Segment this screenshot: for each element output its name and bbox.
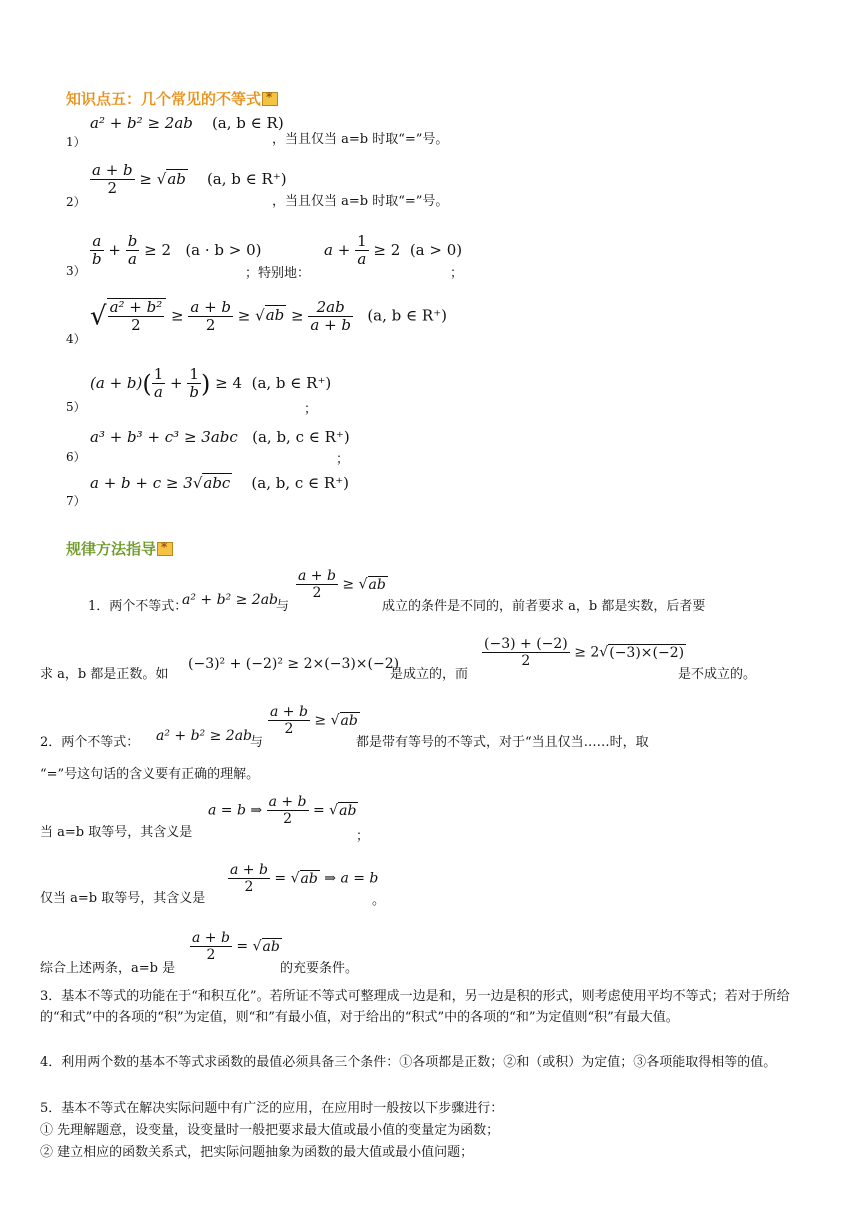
method-paragraph-4: 4．利用两个数的基本不等式求函数的最值必须具备三个条件：①各项都是正数；②和（或积）为定值；③各项能取得相等的值。 xyxy=(40,1055,777,1070)
item-number-3: 3） xyxy=(66,264,86,278)
method-3-text: 当 a=b 取等号，其含义是 xyxy=(40,825,193,840)
item-note-1: ，当且仅当 a=b 时取“=”号。 xyxy=(272,132,449,147)
method-2-intro: 2．两个不等式： xyxy=(40,735,140,750)
method-5-text-2: 的充要条件。 xyxy=(280,961,359,976)
method-1-intro: 1．两个不等式： xyxy=(88,599,188,614)
item-number-7: 7） xyxy=(66,494,86,508)
section-title-common-inequalities: 知识点五：几个常见的不等式* xyxy=(66,88,278,109)
method-2-text: 都是带有等号的不等式，对于“当且仅当……时，取 xyxy=(356,735,649,750)
method-2-text-2: “=”号这句话的含义要有正确的理解。 xyxy=(40,767,260,782)
method-5-formula: $\frac{a + b}{2}$ = √ab xyxy=(192,930,280,964)
formula-1: a² + b² ≥ 2ab (a, b ∈ R) xyxy=(90,114,284,132)
formula-5: (a + b)( $\frac{1}{a}$ + $\frac{1}{b}$ ) ≥ 4 (a, b ∈ R⁺) xyxy=(90,365,332,402)
method-2-and: 与 xyxy=(250,735,264,750)
item-number-4: 4） xyxy=(66,332,86,346)
method-1-example-1: (−3)² + (−2)² ≥ 2×(−3)×(−2) xyxy=(188,656,400,672)
method-paragraph-3: 3．基本不等式的功能在于“和积互化”。若所证不等式可整理成一边是和，另一边是积的形式，则考虑使用平均不等式；若对于所给的“和式”中的各项的“积”为定值，则“和”有最小值，对于给出的“积式”中的各项的“和”为定值则“积”有最大值。 xyxy=(40,989,790,1025)
formula-4: √ $\frac{\text{a² + b²}}{2}$ ≥ $\frac{a + b}{2}$ ≥ √ab ≥ $\frac{2ab}{a + b}$ (a, b ∈ R⁺) xyxy=(90,297,447,335)
method-5-text: 综合上述两条，a=b 是 xyxy=(40,961,176,976)
method-1-example-2: $\frac{(-3) + (-2)}{2}$ ≥ 2√(−3)×(−2) xyxy=(484,636,685,670)
item-semicolon-6: ； xyxy=(336,452,350,467)
method-1-formula-a: a² + b² ≥ 2ab xyxy=(182,592,279,608)
method-1-formula-b: $\frac{a + b}{2}$ ≥ √ab xyxy=(298,568,386,602)
note-icon xyxy=(157,542,173,556)
method-step-2: ② 建立相应的函数关系式，把实际问题抽象为函数的最大值或最小值问题； xyxy=(40,1145,474,1160)
method-1-text-2: 求 a，b 都是正数。如 xyxy=(40,667,169,682)
note-icon xyxy=(262,92,278,106)
section-title-method-guide: 规律方法指导* xyxy=(66,538,173,559)
method-3-semicolon: ； xyxy=(356,829,370,844)
method-4-text: 仅当 a=b 取等号，其含义是 xyxy=(40,891,206,906)
method-paragraph-5: 5．基本不等式在解决实际问题中有广泛的应用，在应用时一般按以下步骤进行： xyxy=(40,1101,504,1116)
method-1-text-4: 是不成立的。 xyxy=(678,667,757,682)
formula-6: a³ + b³ + c³ ≥ 3abc (a, b, c ∈ R⁺) xyxy=(90,428,350,446)
item-note-2: ，当且仅当 a=b 时取“=”号。 xyxy=(272,194,449,209)
formula-3-special: a + $\frac{1}{a}$ ≥ 2 (a > 0) xyxy=(324,232,463,269)
method-1-text-3: 是成立的，而 xyxy=(390,667,469,682)
formula-7: a + b + c ≥ 3√abc (a, b, c ∈ R⁺) xyxy=(90,474,349,492)
item-number-6: 6） xyxy=(66,450,86,464)
item-number-2: 2） xyxy=(66,195,86,209)
formula-2: $\frac{a + b}{2}$ ≥ √ab (a, b ∈ R⁺) xyxy=(92,161,287,198)
item-note-3: ；特别地： xyxy=(245,266,311,281)
method-2-formula-b: $\frac{a + b}{2}$ ≥ √ab xyxy=(270,704,358,738)
method-2-formula-a: a² + b² ≥ 2ab xyxy=(156,728,253,744)
item-semicolon-3: ； xyxy=(450,266,464,281)
method-4-formula: $\frac{a + b}{2}$ = √ab ⇒ a = b xyxy=(230,862,379,896)
method-1-and: 与 xyxy=(276,599,290,614)
formula-3: $\frac{a}{b}$ + $\frac{b}{a}$ ≥ 2 (a · b > 0) xyxy=(92,232,262,269)
item-semicolon-5: ； xyxy=(304,402,318,417)
item-number-1: 1） xyxy=(66,135,86,149)
method-4-period: 。 xyxy=(372,893,386,908)
method-1-text: 成立的条件是不同的，前者要求 a，b 都是实数，后者要 xyxy=(382,599,706,614)
item-number-5: 5） xyxy=(66,400,86,414)
method-step-1: ① 先理解题意，设变量，设变量时一般把要求最大值或最小值的变量定为函数； xyxy=(40,1123,500,1138)
method-3-formula: a = b ⇒ $\frac{a + b}{2}$ = √ab xyxy=(208,794,357,828)
